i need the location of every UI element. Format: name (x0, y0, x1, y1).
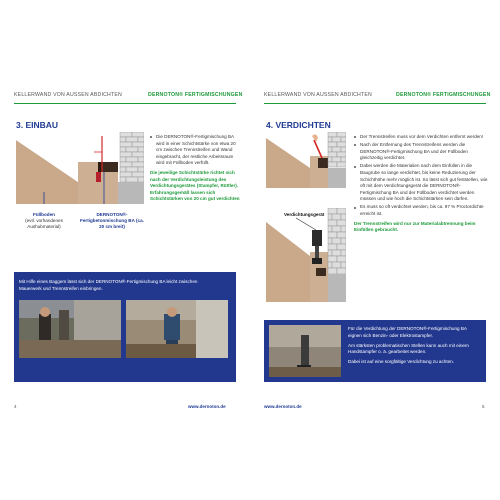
page-number-right: 5 (482, 404, 485, 409)
einbau-green-note: Die jeweilige Schichtstärke richtet sich nach der Verdichtungsleistung des Verdichtungsgerätes (Stampfer, Rüttler). Erfahrungsgemäß lassen sich Schichtstärken von 20 cm gut verdichten (150, 169, 240, 202)
header-left-title-right: KELLERWAND VON AUSSEN ABDICHTEN (264, 92, 372, 98)
verdichten-blue-line-2: Am stärksten problematischen Stellen kann auch mit einem Handstampfer o. ä. gearbeitet werden. (348, 342, 469, 355)
header-right-title: DERNOTON® FERTIGMISCHUNGEN (148, 92, 243, 98)
einbau-diagram (16, 132, 144, 204)
photo-excavator-fill (19, 300, 121, 358)
section-title-einbau: 3. EINBAU (16, 120, 59, 130)
verdichten-green-note: Der Trennstreifen wird nur zur Materialabtrennung beim Einfüllen gebraucht. (354, 220, 476, 233)
einbau-blue-box (14, 272, 236, 382)
caption-fuellboden-title: Füllboden (33, 212, 55, 217)
verdichten-bullet-3: Dabei werden die Materialien nach dem Einfüllen in die Baugrube so lange verdichtet, bis keine Reduzierung der Schichthöhe mehr möglich ist. So lässt sich gut feststellen, wie oft mit dem Verdichtungsgerät die DERNOTON®-Fertigmischung BA und der Füllboden verdichtet werden müssen und wie hoch die Schichtstärken sein dürfen. (354, 163, 488, 203)
verdichten-blue-line-3: Dabei ist auf eine sorgfältige Verdichtung zu achten. (348, 359, 454, 365)
header-left-title: KELLERWAND VON AUSSEN ABDICHTEN (14, 92, 122, 98)
header-divider-right (264, 103, 486, 104)
header-divider (14, 103, 236, 104)
verdichten-text (354, 134, 488, 234)
page-number-left: 4 (14, 404, 17, 409)
right-page (250, 88, 500, 413)
photo-worker-trench (126, 300, 228, 358)
section-title-verdichten: 4. VERDICHTEN (266, 120, 331, 130)
caption-fertigmischung: DERNOTON®-Fertigbetonmischung BA (ca. 20 cm breit) (80, 212, 144, 229)
caption-fuellboden-sub: (evtl. vorhandenes Aushubmaterial) (25, 218, 63, 229)
left-page (0, 88, 250, 413)
caption-fuellboden (14, 212, 74, 230)
verdichten-blue-box (264, 320, 486, 382)
verdichten-bullet-4: Es muss so oft verdichtet werden, bis ca. 97 % Proctordichte erreicht ist. (354, 204, 488, 217)
label-verdichtungsgeraet: Verdichtungsgerät (284, 212, 325, 217)
verdichten-diagram-top (266, 132, 346, 188)
verdichten-blue-line-1: Für die Verdichtung der DERNOTON®-Fertigmischung BA eignen sich Benzin- oder Elektrostampfer. (348, 326, 467, 338)
verdichten-blue-text (348, 326, 480, 366)
einbau-bullet: Die DERNOTON®-Fertigmischung BA wird in einer Schichtstärke von etwa 20 cm zwischen Trennstreifen und Wand eingebracht, der restliche Arbeitsraum wird mit Füllboden verfüllt. (150, 134, 242, 167)
verdichten-diagram-bottom (266, 208, 346, 302)
photo-rammer (269, 325, 341, 377)
url-right[interactable]: www.dernoton.de (264, 404, 302, 409)
einbau-text (150, 134, 242, 203)
url-left[interactable]: www.dernoton.de (188, 404, 226, 409)
brochure-spread (0, 88, 500, 413)
einbau-blue-text: Mit Hilfe eines Baggers lässt sich der DERNOTON®-Fertigmischung BA leicht zwischen Mauerwerk und Trennstreifen einbringen. (19, 279, 198, 291)
header-right-title-right: DERNOTON® FERTIGMISCHUNGEN (396, 92, 491, 98)
verdichten-bullet-1: Der Trennstreifen muss vor dem Verdichten entfernt werden! (354, 134, 488, 141)
verdichten-bullet-2: Nach der Entfernung des Trennstreifens werden die DERNOTON®-Fertigmischung BA und der Füllboden gleichzeitig verdichtet. (354, 142, 488, 162)
